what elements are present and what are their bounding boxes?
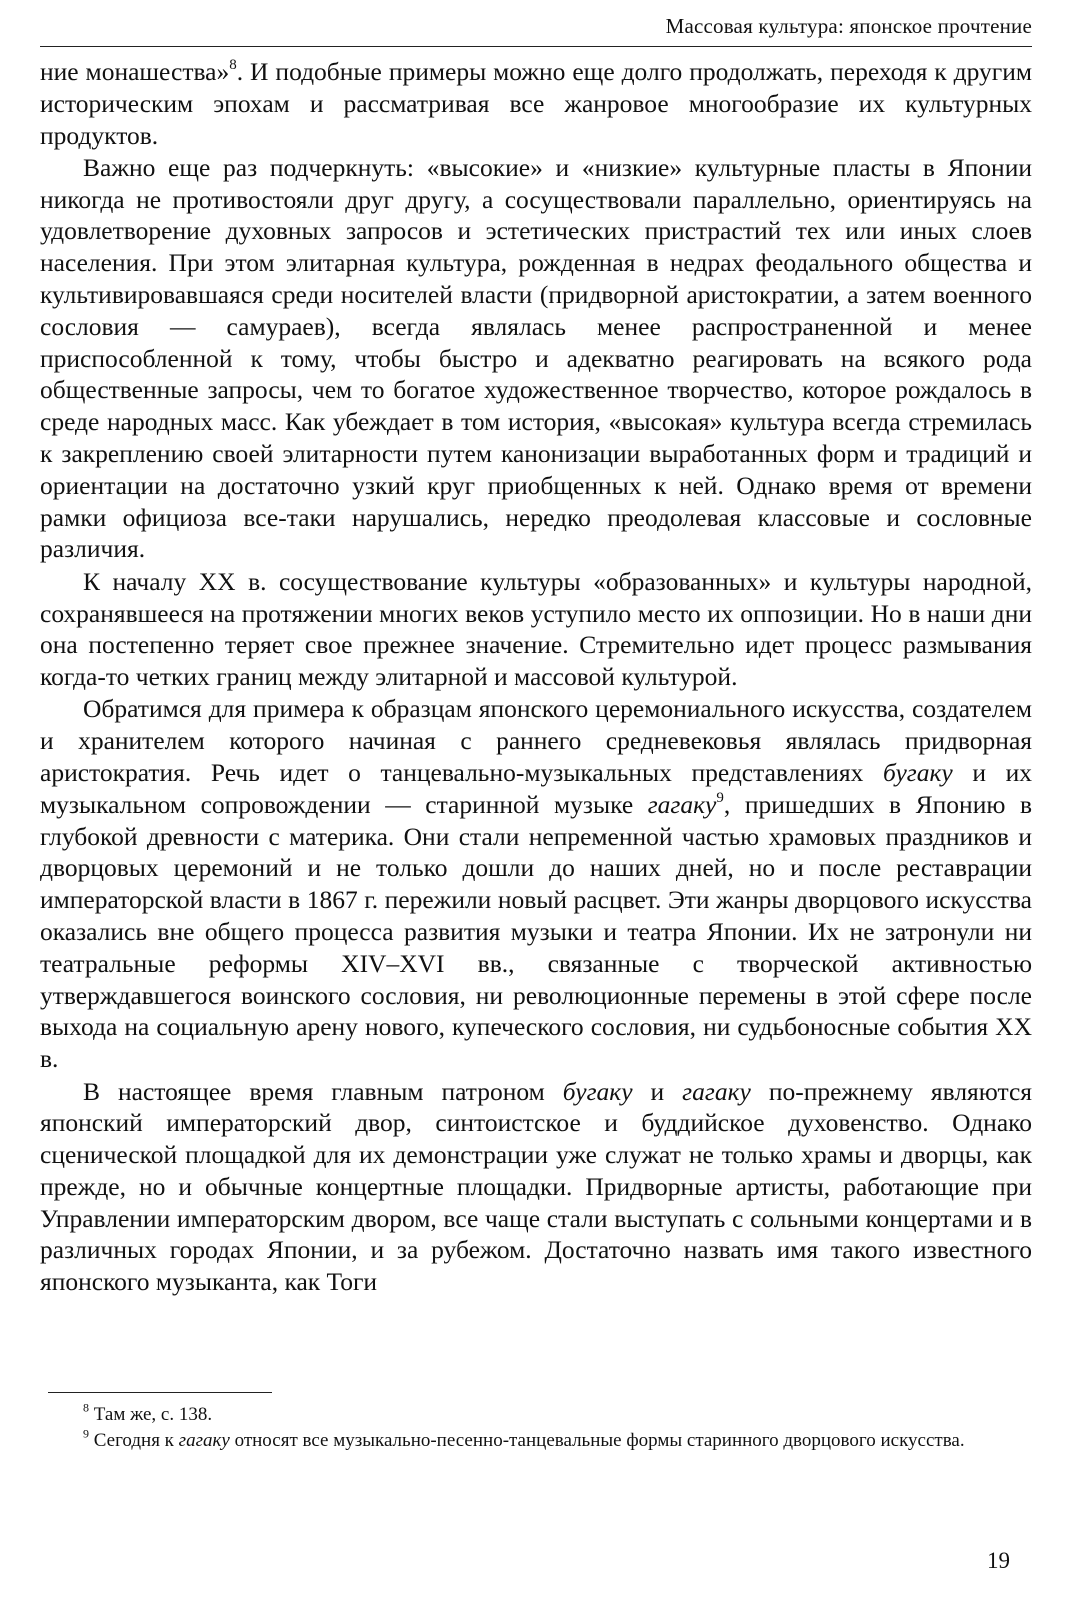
main-text: [40, 56, 1032, 1298]
footnote-text: относят все музыкально-песенно-танцевальные формы старинного дворцового искусства.: [229, 1430, 965, 1451]
footnote-text: Сегодня к: [93, 1430, 179, 1451]
footnotes: [40, 1402, 1032, 1454]
footnote-9: [40, 1428, 1032, 1454]
footnote-number: 9: [83, 1426, 89, 1441]
footnote-rule: [48, 1392, 272, 1393]
paragraph: Важно еще раз подчеркнуть: «высокие» и «низкие» культурные пласты в Японии никогда не противостояли друг другу, а сосуществовали параллельно, ориентируясь на удовлетворение духовных запросов и эстетических пристрастий тех или иных слоев населения. При этом элитарная культура, рожденная в недрах феодального общества и культивировавшаяся среди носителей власти (придворной аристократии, а затем военного сословия — самураев), всегда являлась менее распространенной и менее приспособленной к тому, чтобы быстро и адекватно реагировать на всякого рода общественные запросы, чем то богатое художественное творчество, которое рождалось в среде народных масс. Как убеждает в том история, «высокая» культура всегда стремилась к закреплению своей элитарности путем канонизации выработанных форм и традиций и ориентации на достаточно узкий круг приобщенных к ней. Однако время от времени рамки официоза все-таки нарушались, нередко преодолевая классовые и сословные различия.: [40, 152, 1032, 564]
italic-term: гагаку: [178, 1430, 230, 1451]
italic-term: гагаку: [647, 789, 717, 819]
text-run: ние монашества»: [40, 57, 230, 86]
text-run: В настоящее время главным патроном: [83, 1076, 563, 1106]
paragraph: [40, 693, 1032, 1075]
footnote-ref-9: 9: [716, 789, 724, 806]
text-run: и их музыкальном сопровождении — старинной музыке: [40, 758, 1032, 819]
paragraph: [40, 1076, 1032, 1299]
paragraph: К началу XX в. сосуществование культуры «образованных» и культуры народной, сохранявшееся на протяжении многих веков уступило место их оппозиции. Но в наши дни она постепенно теряет свое прежнее значение. Стремительно идет процесс размывания когда-то четких границ между элитарной и массовой культурой.: [40, 566, 1032, 692]
text-run: , пришедших в Японию в глубокой древности с материка. Они стали непременной частью храмовых праздников и дворцовых церемоний и не только дошли до наших дней, но и после реставрации императорской власти в 1867 г. пережили новый расцвет. Эти жанры дворцового искусства оказались вне общего процесса развития музыки и театра Японии. Их не затронули ни театральные реформы XIV–XVI вв., связанные с творческой активностью утверждавшегося воинского сословия, ни революционные перемены в этой сфере после выхода на социальную арену нового, купеческого сословия, ни судьбоносные события XX в.: [40, 789, 1032, 1074]
footnote-ref-8: 8: [229, 56, 237, 73]
header-rule: [40, 46, 1032, 47]
paragraph-continued: [40, 56, 1032, 151]
italic-term: бугаку: [883, 758, 953, 788]
running-head-title: Массовая культура: японское прочтение: [665, 14, 1032, 38]
footnote-8: [40, 1402, 1032, 1428]
text-run: . И подобные примеры можно еще долго продолжать, переходя к другим историческим эпохам и рассматривая все жанровое многообразие их культурных продуктов.: [40, 57, 1032, 150]
text-run: по-прежнему являются японский императорский двор, синтоистское и буддийское духовенство. Однако сценической площадкой для их демонстрации уже служат не только храмы и дворцы, как прежде, но и обычные концертные площадки. Придворные артисты, работающие при Управлении императорским двором, все чаще стали выступать с сольными концертами и в различных городах Японии, и за рубежом. Достаточно назвать имя такого известного японского музыканта, как Тоги: [40, 1076, 1032, 1297]
book-page: [40, 0, 1032, 1600]
text-run: и: [632, 1076, 683, 1106]
footnote-number: 8: [83, 1400, 89, 1415]
footnote-text: Там же, с. 138.: [93, 1404, 213, 1425]
page-number: 19: [987, 1548, 1010, 1573]
italic-term: гагаку: [682, 1076, 751, 1106]
italic-term: бугаку: [562, 1076, 633, 1106]
text-run: Обратимся для примера к образцам японского церемониального искусства, создателем и хранителем которого начиная с раннего средневековья являлась придворная аристократия. Речь идет о танцевально-музыкальных представлениях: [40, 694, 1032, 788]
